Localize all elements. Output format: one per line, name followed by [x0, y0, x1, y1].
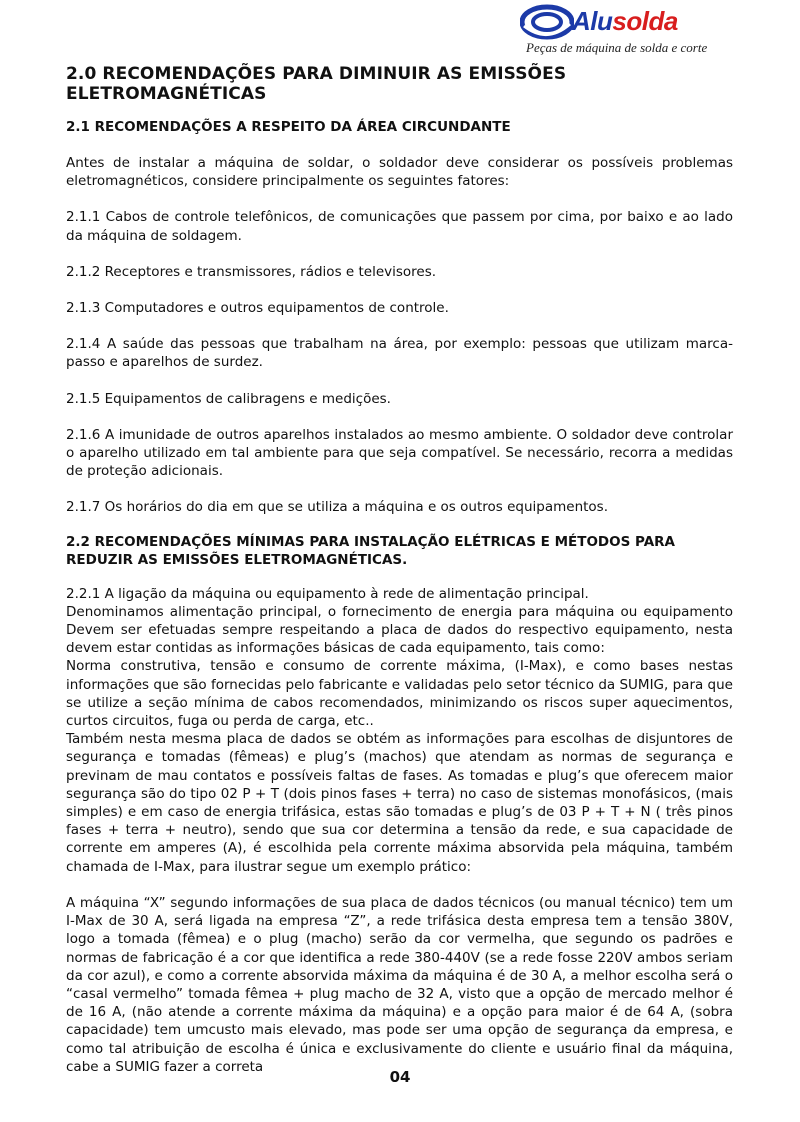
list-item: 2.1.3 Computadores e outros equipamentos de controle. [66, 300, 449, 317]
brand-tagline: Peças de máquina de solda e corte [526, 40, 708, 55]
list-item: 2.1.1 Cabos de controle telefônicos, de comunicações que passem por cima, por baixo e ao lado da máquina de soldagem. [66, 209, 733, 244]
document-body [66, 64, 733, 1076]
brand-suffix: solda [612, 6, 678, 36]
list-item: 2.1.7 Os horários do dia em que se utiliza a máquina e os outros equipamentos. [66, 499, 608, 516]
alusolda-logo-icon [520, 4, 574, 40]
brand-name [572, 6, 678, 37]
list-item: 2.1.5 Equipamentos de calibragens e medições. [66, 390, 391, 407]
subsection-heading-2-2: 2.2 RECOMENDAÇÕES MÍNIMAS PARA INSTALAÇÃO ELÉTRICAS E MÉTODOS PARA REDUZIR AS EMISSÕES ELETROMAGNÉTICAS. [66, 533, 675, 568]
list-item: 2.1.4 A saúde das pessoas que trabalham na área, por exemplo: pessoas que utilizam marca-passo e aparelhos de surdez. [66, 336, 733, 371]
list-item: 2.1.6 A imunidade de outros aparelhos instalados ao mesmo ambiente. O soldador deve controlar o aparelho utilizado em tal ambiente para que seja compatível. Se necessário, recorra a medidas de proteção adicionais. [66, 426, 733, 480]
paragraph-alimentacao: Denominamos alimentação principal, o fornecimento de energia para máquina ou equipamento Devem ser efetuadas sempre respeitando a placa de dados do respectivo equipamento, nesta devem estar contidas as informações básicas de cada equipamento, tais como: [66, 603, 733, 657]
page-number: 04 [389, 1068, 411, 1086]
section-title: 2.0 RECOMENDAÇÕES PARA DIMINUIR AS EMISSÕES ELETROMAGNÉTICAS [66, 64, 567, 104]
list-item: 2.1.2 Receptores e transmissores, rádios e televisores. [66, 263, 437, 280]
subsection-heading-2-1: 2.1 RECOMENDAÇÕES A RESPEITO DA ÁREA CIRCUNDANTE [66, 119, 511, 135]
intro-paragraph: Antes de instalar a máquina de soldar, o soldador deve considerar os possíveis problemas eletromagnéticos, considere principalmente os seguintes fatores: [66, 155, 733, 190]
brand-prefix: Alu [572, 6, 613, 36]
paragraph-2-2-1: 2.2.1 A ligação da máquina ou equipamento à rede de alimentação principal. [66, 585, 589, 602]
brand-logo [516, 2, 706, 58]
paragraph-tomadas: Também nesta mesma placa de dados se obtém as informações para escolhas de disjuntores de segurança e tomadas (fêmeas) e plug’s (machos) que atendam as normas de segurança e previnam de mau contatos e possíveis faltas de fases. As tomadas e plug’s que oferecem maior segurança são do tipo 02 P + T (dois pinos fases + terra) no caso de sistemas monofásicos, (mais simples) e em caso de energia trifásica, estas são tomadas e plug’s de 03 P + T + N ( três pinos fases + terra + neutro), sendo que sua cor determina a tensão da rede, e sua capacidade de corrente em amperes (A), é escolhida pela corrente máxima absorvida pela máquina, também chamada de I-Max, para ilustrar segue um exemplo prático: [66, 731, 733, 875]
paragraph-exemplo: A máquina “X” segundo informações de sua placa de dados técnicos (ou manual técnico) tem um I-Max de 30 A, será ligada na empresa “Z”, a rede trifásica desta empresa tem a tensão 380V, logo a tomada (fêmea) e o plug (macho) serão da cor vermelha, que segundo os padrões e normas de fabricação é a cor que identifica a rede 380-440V (se a rede fosse 220V ambos seriam da cor azul), e como a corrente absorvida máxima da máquina é de 30 A, a melhor escolha será o “casal vermelho” tomada fêmea + plug macho de 32 A, visto que a opção de mercado melhor é de 16 A, (não atende a corrente máxima da máquina) e a opção para maior é de 64 A, (sobra capacidade) tem umcusto mais elevado, mas pode ser uma opção de segurança da empresa, e como tal atribuição de escolha é única e exclusivamente do cliente e usuário final da máquina, cabe a SUMIG fazer a correta [66, 894, 733, 1075]
paragraph-norma: Norma construtiva, tensão e consumo de corrente máxima, (I-Max), e como bases nestas informações que são fornecidas pelo fabricante e validadas pelo setor técnico da SUMIG, para que se utilize a seção mínima de cabos recomendados, minimizando os riscos super aquecimentos, curtos circuitos, fuga ou perda de carga, etc.. [66, 658, 733, 730]
